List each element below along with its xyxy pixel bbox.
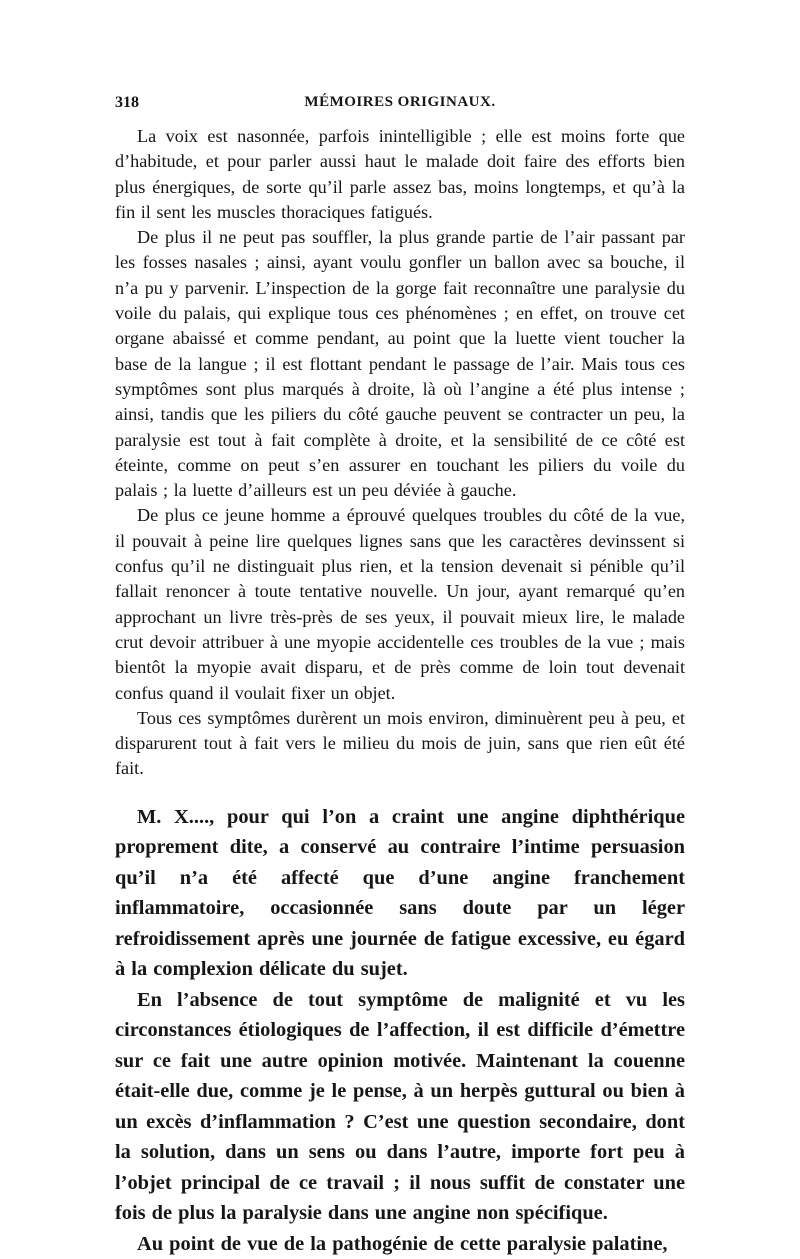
section-small-type [115, 124, 685, 782]
paragraph: M. X...., pour qui l’on a craint une angine diphthérique proprement dite, a conservé au contraire l’intime persuasion qu’il n’a été affecté que d’une angine franchement inflammatoire, occasionnée sans doute par un léger refroidissement après une journée de fatigue excessive, eu égard à la complexion délicate du sujet. [115, 805, 685, 981]
running-title: MÉMOIRES ORIGINAUX. [304, 94, 496, 110]
paragraph: La voix est nasonnée, parfois inintelligible ; elle est moins forte que d’habitude, et pour parler aussi haut le malade doit faire des efforts bien plus énergiques, de sorte qu’il parle assez bas, moins longtemps, et qu’à la fin il sent les muscles thoraciques fatigués. [115, 126, 685, 222]
paragraph: De plus ce jeune homme a éprouvé quelques troubles du côté de la vue, il pouvait à peine lire quelques lignes sans que les caractères devinssent si confus qu’il ne distinguait plus rien, et la tension devenait si pénible qu’il fallait renoncer à toute tentative nouvelle. Un jour, ayant remarqué qu’en approchant un livre très-près de ses yeux, il pouvait mieux lire, le malade crut devoir attribuer à une myopie accidentelle ces troubles de la vue ; mais bientôt la myopie avait disparu, et de près comme de loin tout devenait confus quand il voulait fixer un objet. [115, 505, 685, 703]
paragraph: Tous ces symptômes durèrent un mois environ, diminuèrent peu à peu, et disparurent tout à fait vers le milieu du mois de juin, sans que rien eût été fait. [115, 707, 685, 779]
book-page [115, 94, 685, 1259]
paragraph: Au point de vue de la pathogénie de cette paralysie palatine, [137, 1232, 668, 1255]
section-gap [115, 782, 685, 802]
running-head [115, 94, 685, 120]
page-number: 318 [115, 94, 139, 111]
section-large-type [115, 802, 685, 1259]
paragraph: De plus il ne peut pas souffler, la plus grande partie de l’air passant par les fosses nasales ; ainsi, ayant voulu gonfler un ballon avec sa bouche, il n’a pu y parvenir. L’inspection de la gorge fait reconnaître une paralysie du voile du palais, qui explique tous ces phénomènes ; en effet, on trouve cet organe abaissé et comme pendant, au point que la luette vient toucher la base de la langue ; il est flottant pendant le passage de l’air. Mais tous ces symptômes sont plus marqués à droite, là où l’angine a été plus intense ; ainsi, tandis que les piliers du côté gauche peuvent se contracter un peu, la paralysie est tout à fait complète à droite, et la sensibilité de ce côté est éteinte, comme on peut s’en assurer en touchant les piliers du voile du palais ; la luette d’ailleurs est un peu déviée à gauche. [115, 227, 685, 501]
paragraph: En l’absence de tout symptôme de malignité et vu les circonstances étiologiques de l’affection, il est difficile d’émettre sur ce fait une autre opinion motivée. Maintenant la couenne était-elle due, comme je le pense, à un herpès guttural ou bien à un excès d’inflammation ? C’est une question secondaire, dont la solution, dans un sens ou dans l’autre, importe fort peu à l’objet principal de ce travail ; il nous suffit de constater une fois de plus la paralysie dans une angine non spécifique. [115, 988, 685, 1225]
